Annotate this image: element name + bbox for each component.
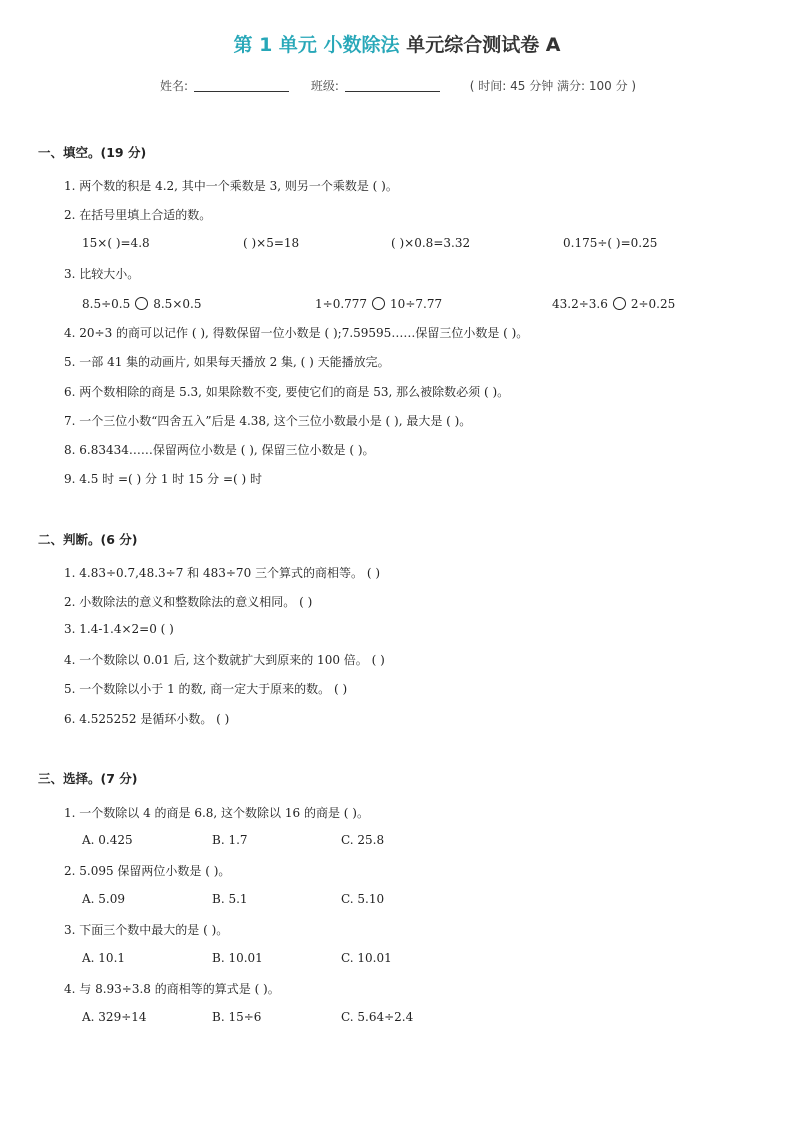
circle-blank[interactable] — [135, 297, 148, 310]
judge-item-6: 6. 4.525252 是循环小数。 ( ) — [64, 712, 230, 726]
title-test: 单元综合测试卷 A — [406, 34, 561, 56]
fill-q8: 8. 6.83434……保留两位小数是 ( ), 保留三位小数是 ( )。 — [64, 443, 375, 457]
judge-item-3: 3. 1.4-1.4×2=0 ( ) — [64, 622, 174, 636]
choice-q2: 2. 5.095 保留两位小数是 ( )。 — [64, 864, 231, 878]
circle-blank[interactable] — [613, 297, 626, 310]
fill-q4: 4. 20÷3 的商可以记作 ( ), 得数保留一位小数是 ( );7.59595……保留三位小数是 ( )。 — [64, 326, 529, 340]
page-title — [0, 30, 794, 57]
choice-q3-option-c[interactable]: C. 10.01 — [341, 951, 392, 965]
fill-q6: 6. 两个数相除的商是 5.3, 如果除数不变, 要使它们的商是 53, 那么被除数必须 ( )。 — [64, 385, 510, 399]
choice-q2-option-a[interactable]: A. 5.09 — [82, 892, 126, 906]
choice-q2-option-b[interactable]: B. 5.1 — [212, 892, 248, 906]
fill-q3-compare-1 — [82, 297, 201, 311]
choice-q4-option-c[interactable]: C. 5.64÷2.4 — [341, 1010, 414, 1024]
exam-meta: ( 时间: 45 分钟 满分: 100 分 ) — [469, 79, 637, 93]
fill-q7: 7. 一个三位小数“四舍五入”后是 4.38, 这个三位小数最小是 ( ), 最大是 ( )。 — [64, 414, 472, 428]
choice-q3-option-b[interactable]: B. 10.01 — [212, 951, 263, 965]
fill-q3-compare-2 — [315, 297, 442, 311]
judge-item-2: 2. 小数除法的意义和整数除法的意义相同。 ( ) — [64, 595, 313, 609]
fill-q3: 3. 比较大小。 — [64, 267, 140, 281]
fill-q2-item-3: ( )×0.8=3.32 — [391, 236, 471, 250]
choice-q3: 3. 下面三个数中最大的是 ( )。 — [64, 923, 229, 937]
compare-left: 1÷0.777 — [315, 297, 368, 311]
name-label: 姓名: — [160, 79, 189, 93]
class-blank[interactable] — [345, 91, 440, 92]
choice-q1-option-c[interactable]: C. 25.8 — [341, 833, 385, 847]
fill-q1: 1. 两个数的积是 4.2, 其中一个乘数是 3, 则另一个乘数是 ( )。 — [64, 179, 398, 193]
section-judge-heading: 二、判断。(6 分) — [38, 532, 138, 547]
fill-q9: 9. 4.5 时 =( ) 分 1 时 15 分 =( ) 时 — [64, 472, 263, 486]
choice-q4: 4. 与 8.93÷3.8 的商相等的算式是 ( )。 — [64, 982, 280, 996]
fill-q3-compare-3 — [552, 297, 675, 311]
section-fill-heading: 一、填空。(19 分) — [38, 145, 147, 160]
name-blank[interactable] — [194, 91, 289, 92]
student-info — [160, 77, 636, 94]
compare-right: 2÷0.25 — [630, 297, 676, 311]
section-choice-heading: 三、选择。(7 分) — [38, 771, 138, 786]
circle-blank[interactable] — [372, 297, 385, 310]
compare-left: 43.2÷3.6 — [552, 297, 608, 311]
choice-q2-option-c[interactable]: C. 5.10 — [341, 892, 385, 906]
choice-q3-option-a[interactable]: A. 10.1 — [82, 951, 126, 965]
class-label: 班级: — [310, 79, 339, 93]
compare-right: 10÷7.77 — [390, 297, 443, 311]
fill-q2: 2. 在括号里填上合适的数。 — [64, 208, 212, 222]
fill-q5: 5. 一部 41 集的动画片, 如果每天播放 2 集, ( ) 天能播放完。 — [64, 355, 390, 369]
title-unit: 第 1 单元 小数除法 — [233, 34, 400, 56]
choice-q1-option-a[interactable]: A. 0.425 — [82, 833, 133, 847]
compare-left: 8.5÷0.5 — [82, 297, 131, 311]
judge-item-5: 5. 一个数除以小于 1 的数, 商一定大于原来的数。 ( ) — [64, 682, 348, 696]
fill-q2-item-4: 0.175÷( )=0.25 — [563, 236, 658, 250]
choice-q4-option-a[interactable]: A. 329÷14 — [82, 1010, 147, 1024]
fill-q2-item-1: 15×( )=4.8 — [82, 236, 150, 250]
judge-item-1: 1. 4.83÷0.7,48.3÷7 和 483÷70 三个算式的商相等。 ( ) — [64, 566, 381, 580]
choice-q1-option-b[interactable]: B. 1.7 — [212, 833, 248, 847]
choice-q1: 1. 一个数除以 4 的商是 6.8, 这个数除以 16 的商是 ( )。 — [64, 806, 369, 820]
choice-q4-option-b[interactable]: B. 15÷6 — [212, 1010, 262, 1024]
judge-item-4: 4. 一个数除以 0.01 后, 这个数就扩大到原来的 100 倍。 ( ) — [64, 653, 385, 667]
fill-q2-item-2: ( )×5=18 — [243, 236, 300, 250]
compare-right: 8.5×0.5 — [153, 297, 202, 311]
